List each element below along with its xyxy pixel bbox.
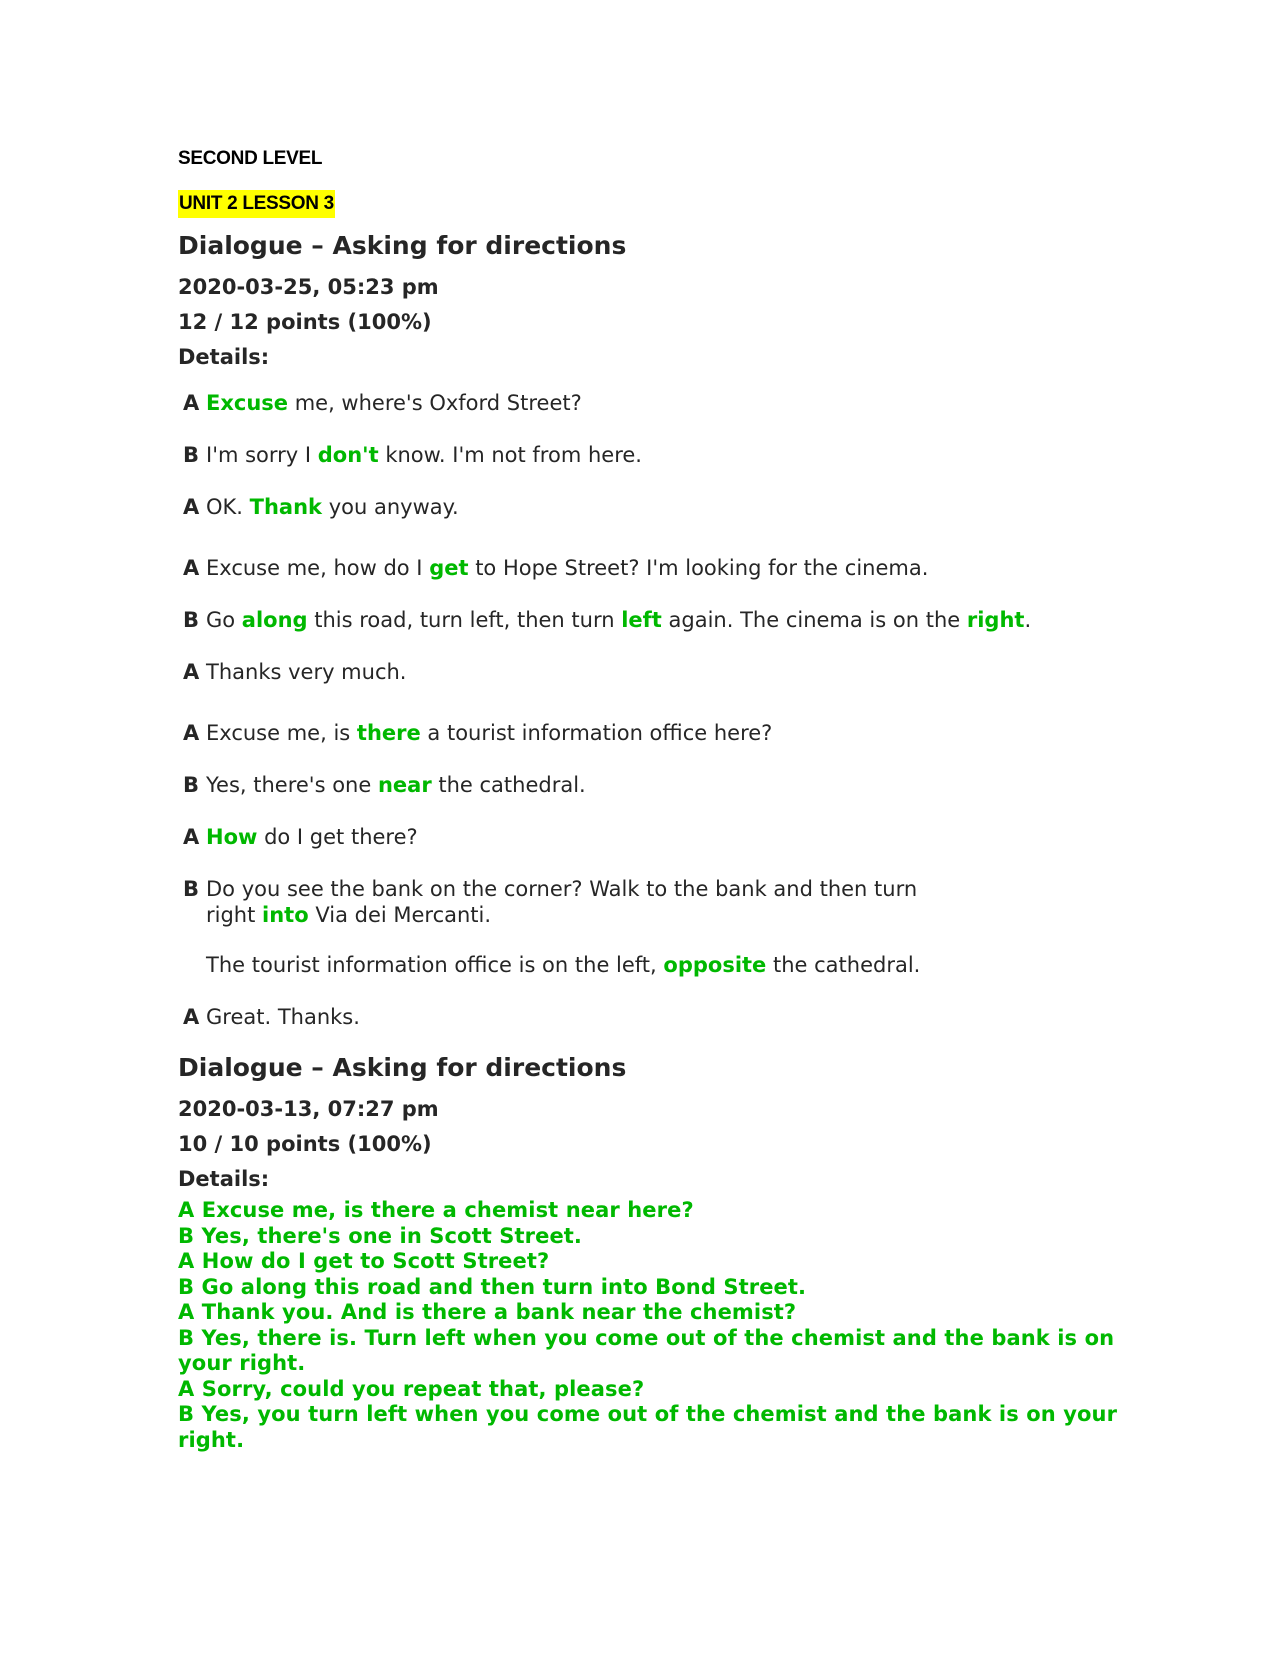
text-part: I'm sorry I (206, 443, 318, 467)
line-text (206, 555, 1118, 581)
lesson-row (178, 190, 1118, 230)
text-part: right (206, 903, 263, 927)
answer-line: A Thank you. And is there a bank near the chemist? (178, 1300, 797, 1324)
document-page (178, 148, 1118, 1453)
line-text (206, 720, 1118, 746)
answer-word: into (262, 903, 309, 927)
speaker-label: A (183, 495, 200, 519)
answer-line: B Yes, there's one in Scott Street. (178, 1223, 582, 1248)
text-part: do I get there? (257, 825, 418, 849)
answer-dialogue-list (178, 1198, 1118, 1453)
answer-word: left (621, 608, 662, 632)
dialogue-line (183, 659, 1118, 685)
level-heading: SECOND LEVEL (178, 148, 323, 169)
answer-line: A Sorry, could you repeat that, please? (178, 1376, 645, 1401)
answer-word: get (429, 556, 469, 580)
dialogue-line (183, 824, 1118, 850)
answer-line: B Yes, there is. Turn left when you come out of the chemist and the bank is on your right. (178, 1325, 1115, 1375)
line-text (206, 772, 1118, 798)
line-text: Thanks very much. (206, 660, 407, 684)
line-text (206, 390, 1118, 416)
answer-word: right (966, 608, 1025, 632)
answer-line: B Go along this road and then turn into Bond Street. (178, 1274, 807, 1299)
attempt-datetime: 2020-03-13, 07:27 pm (178, 1097, 439, 1121)
answer-word: along (241, 608, 308, 632)
text-part: again. The cinema is on the (661, 608, 967, 632)
text-part: this road, turn left, then turn (307, 608, 622, 632)
speaker-label: B (183, 443, 200, 467)
dialogue-line (183, 390, 1118, 416)
text-part: . (1024, 608, 1032, 632)
line-text: Great. Thanks. (206, 1005, 360, 1029)
line-text (206, 607, 1118, 633)
lesson-heading: UNIT 2 LESSON 3 (178, 190, 335, 218)
text-part: you anyway. (322, 495, 459, 519)
answer-word: there (356, 721, 421, 745)
attempt-1 (178, 230, 1118, 1030)
speaker-label: A (183, 1005, 200, 1029)
text-part: the cathedral. (766, 953, 921, 977)
dialogue-line (183, 1004, 1118, 1030)
answer-line: A Excuse me, is there a chemist near here? (178, 1198, 694, 1222)
line-text (206, 494, 1118, 520)
speaker-label: A (183, 721, 200, 745)
speaker-label: A (183, 660, 200, 684)
text-part: Excuse me, is (206, 721, 357, 745)
answer-word: opposite (663, 953, 767, 977)
details-label: Details: (178, 1167, 270, 1191)
speaker-label: B (183, 773, 200, 797)
text-part: Via dei Mercanti. (308, 903, 492, 927)
line-text (206, 876, 1118, 978)
answer-word: Thank (249, 495, 323, 519)
line-row (206, 902, 1118, 928)
dialogue-line (183, 555, 1118, 581)
details-label: Details: (178, 345, 270, 369)
speaker-label: B (183, 877, 200, 901)
dialogue-line (183, 772, 1118, 798)
dialogue-line (183, 494, 1118, 520)
dialogue-line (183, 607, 1118, 633)
line-text (206, 442, 1118, 468)
dialogue-line (183, 876, 1118, 978)
text-part: the cathedral. (431, 773, 586, 797)
text-part: OK. (206, 495, 250, 519)
text-part: Yes, there's one (206, 773, 378, 797)
attempt-2 (178, 1052, 1118, 1453)
attempt-score: 10 / 10 points (100%) (178, 1132, 432, 1156)
text-part: a tourist information office here? (420, 721, 773, 745)
line-row (206, 952, 1118, 978)
dialogue-list (183, 390, 1118, 1030)
speaker-label: A (183, 391, 200, 415)
text-part: Excuse me, how do I (206, 556, 430, 580)
speaker-label: A (183, 556, 200, 580)
answer-word: don't (317, 443, 379, 467)
text-part: The tourist information office is on the left, (206, 953, 664, 977)
answer-line: B Yes, you turn left when you come out of the chemist and the bank is on your right. (178, 1402, 1118, 1452)
text-part: me, where's Oxford Street? (288, 391, 582, 415)
text-part: to Hope Street? I'm looking for the cinema. (468, 556, 929, 580)
line-row: Do you see the bank on the corner? Walk to the bank and then turn (206, 877, 918, 901)
attempt-datetime: 2020-03-25, 05:23 pm (178, 275, 439, 299)
attempt-score: 12 / 12 points (100%) (178, 310, 432, 334)
answer-word: near (377, 773, 432, 797)
answer-word: How (206, 825, 258, 849)
dialogue-line (183, 442, 1118, 468)
answer-word: Excuse (206, 391, 289, 415)
dialogue-line (183, 720, 1118, 746)
text-part: Go (206, 608, 242, 632)
attempt-title: Dialogue – Asking for directions (178, 1053, 627, 1082)
speaker-label: B (183, 608, 200, 632)
speaker-label: A (183, 825, 200, 849)
answer-line: A How do I get to Scott Street? (178, 1249, 550, 1273)
line-text (206, 824, 1118, 850)
attempt-title: Dialogue – Asking for directions (178, 231, 627, 260)
text-part: know. I'm not from here. (378, 443, 642, 467)
